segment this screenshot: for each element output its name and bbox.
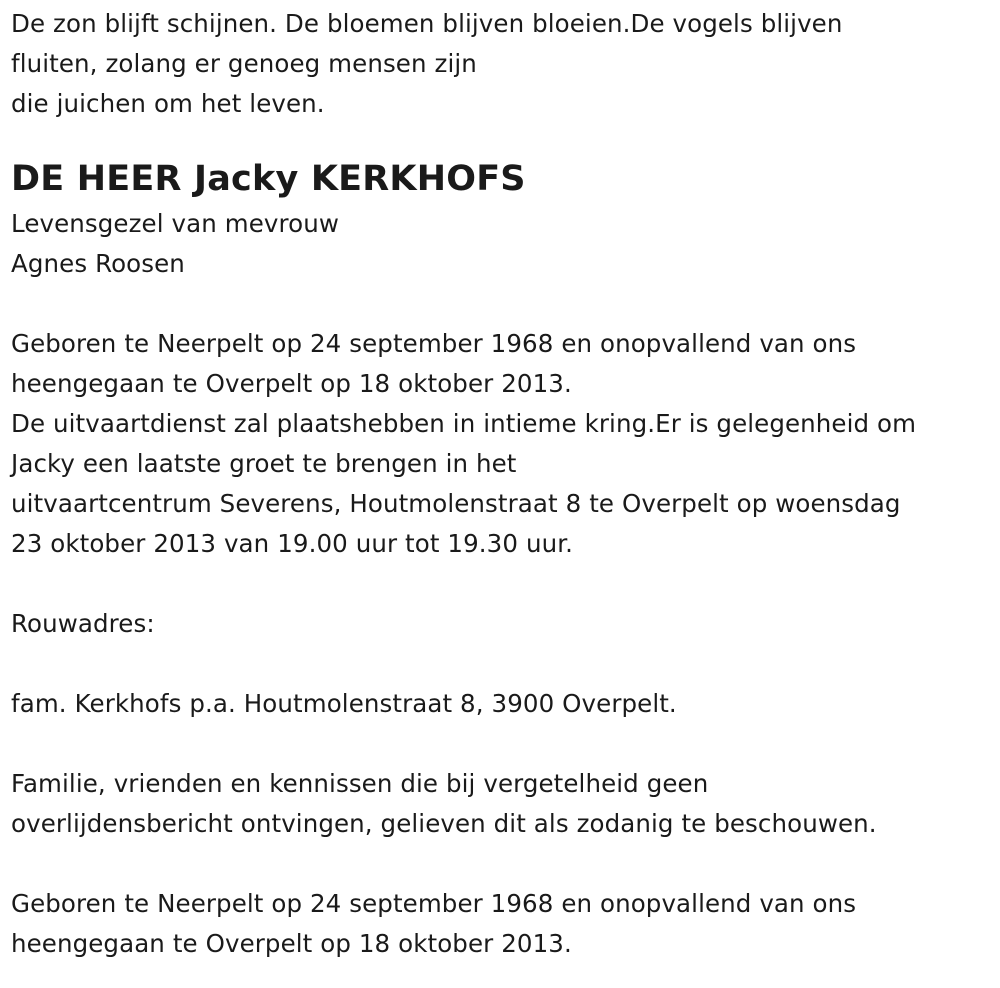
relation-line: Agnes Roosen: [11, 249, 185, 278]
announcement-line: Jacky een laatste groet te brengen in het: [11, 449, 517, 478]
obituary-document: [11, 0, 991, 964]
mourning-address-label: Rouwadres:: [11, 609, 155, 638]
announcement-line: Geboren te Neerpelt op 24 september 1968 en onopvallend van ons: [11, 329, 857, 358]
announcement-line: De uitvaartdienst zal plaatshebben in intieme kring.Er is gelegenheid om: [11, 409, 917, 438]
notice-line: overlijdensbericht ontvingen, gelieven dit als zodanig te beschouwen.: [11, 809, 877, 838]
closing-line: heengegaan te Overpelt op 18 oktober 2013.: [11, 929, 572, 958]
poem-line: De zon blijft schijnen. De bloemen blijven bloeien.De vogels blijven: [11, 9, 843, 38]
notice-block: [11, 764, 991, 844]
announcement-line: 23 oktober 2013 van 19.00 uur tot 19.30 uur.: [11, 529, 574, 558]
announcement-line: heengegaan te Overpelt op 18 oktober 2013.: [11, 369, 572, 398]
deceased-block: [11, 154, 991, 284]
poem-line: die juichen om het leven.: [11, 89, 325, 118]
notice-line: Familie, vrienden en kennissen die bij vergetelheid geen: [11, 769, 709, 798]
spacer: [11, 284, 991, 324]
relation-line: Levensgezel van mevrouw: [11, 209, 339, 238]
spacer: [11, 124, 991, 154]
spacer: [11, 844, 991, 884]
mourning-address: fam. Kerkhofs p.a. Houtmolenstraat 8, 3900 Overpelt.: [11, 689, 677, 718]
announcement-line: uitvaartcentrum Severens, Houtmolenstraat 8 te Overpelt op woensdag: [11, 489, 901, 518]
announcement-block: [11, 324, 991, 564]
closing-line: Geboren te Neerpelt op 24 september 1968 en onopvallend van ons: [11, 889, 857, 918]
spacer: [11, 644, 991, 684]
spacer: [11, 724, 991, 764]
poem-block: [11, 4, 991, 124]
closing-block: [11, 884, 991, 964]
spacer: [11, 564, 991, 604]
deceased-name: DE HEER Jacky KERKHOFS: [11, 159, 526, 199]
poem-line: fluiten, zolang er genoeg mensen zijn: [11, 49, 477, 78]
